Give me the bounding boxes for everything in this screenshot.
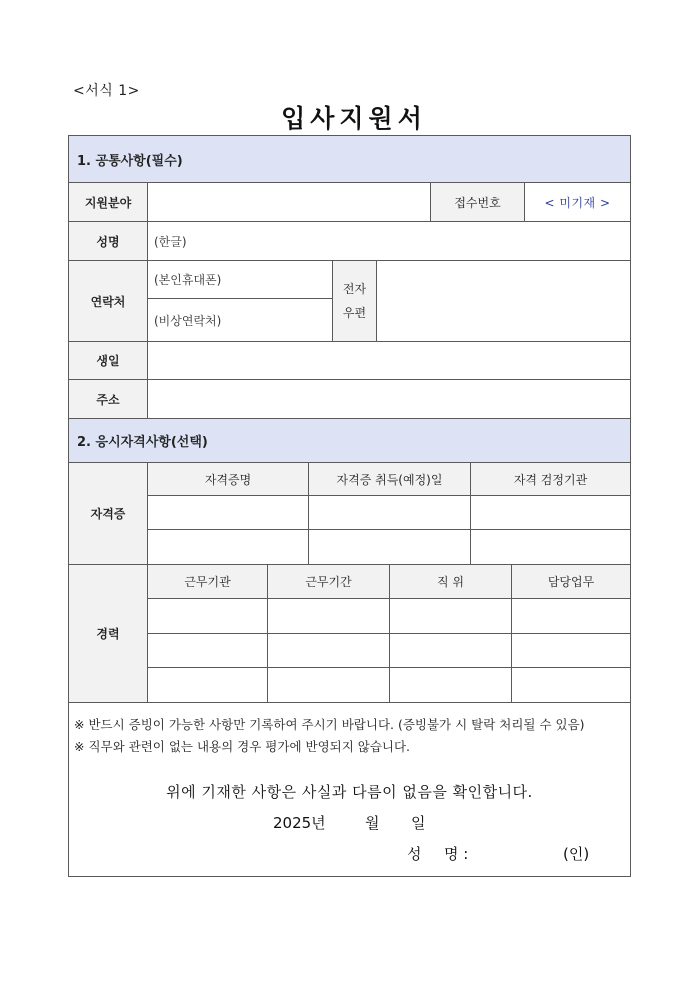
sign-label-1: 성 (407, 845, 422, 863)
career-row2-duty[interactable] (512, 634, 630, 668)
application-form-table (68, 135, 631, 877)
cert-row1-agency[interactable] (471, 496, 630, 530)
name-label: 성명 (69, 222, 148, 261)
birth-input[interactable] (148, 342, 630, 380)
cert-row2-agency[interactable] (471, 530, 630, 565)
form-number-label: <서식 1> (73, 83, 140, 99)
cert-row1-name[interactable] (148, 496, 309, 530)
email-input[interactable] (377, 261, 630, 342)
career-label: 경력 (69, 565, 148, 703)
address-input[interactable] (148, 380, 630, 419)
section2-header: 2. 응시자격사항(선택) (69, 419, 630, 463)
career-row1-period[interactable] (268, 599, 390, 634)
email-label-line1: 전자 (342, 282, 367, 296)
name-input[interactable]: (한글) (148, 222, 630, 261)
document-title: 입사지원서 (281, 104, 427, 133)
confirmation-statement: 위에 기재한 사항은 사실과 다름이 없음을 확인합니다. (166, 783, 533, 801)
date-day-label: 일 (411, 814, 426, 832)
career-row3-duty[interactable] (512, 668, 630, 703)
field-input[interactable] (148, 183, 431, 222)
sign-label-2: 명 : (444, 845, 469, 863)
cert-row1-date[interactable] (309, 496, 471, 530)
receipt-number-label: 접수번호 (431, 183, 525, 222)
cert-row2-name[interactable] (148, 530, 309, 565)
section1-header: 1. 공통사항(필수) (69, 136, 630, 183)
career-col-position: 직 위 (390, 565, 512, 599)
career-row3-position[interactable] (390, 668, 512, 703)
cert-col-date: 자격증 취득(예정)일 (309, 463, 471, 496)
career-row1-position[interactable] (390, 599, 512, 634)
seal-label: (인) (563, 845, 590, 863)
email-label-line2: 우편 (342, 306, 367, 320)
career-col-duty: 담당업무 (512, 565, 630, 599)
career-row2-position[interactable] (390, 634, 512, 668)
birth-label: 생일 (69, 342, 148, 380)
cert-col-agency: 자격 검정기관 (471, 463, 630, 496)
career-row1-org[interactable] (148, 599, 268, 634)
date-year: 2025년 (273, 814, 326, 832)
note-relevance: ※ 직무와 관련이 없는 내용의 경우 평가에 반영되지 않습니다. (74, 739, 411, 754)
note-evidence: ※ 반드시 증빙이 가능한 사항만 기록하여 주시기 바랍니다. (증빙불가 시 탈락 처리될 수 있음) (74, 717, 585, 732)
career-col-org: 근무기관 (148, 565, 268, 599)
address-label: 주소 (69, 380, 148, 419)
cert-col-name: 자격증명 (148, 463, 309, 496)
career-row3-period[interactable] (268, 668, 390, 703)
receipt-number-value: < 미기재 > (525, 183, 630, 222)
career-row2-org[interactable] (148, 634, 268, 668)
email-label (333, 261, 377, 342)
certificate-label: 자격증 (69, 463, 148, 565)
emergency-contact-input[interactable]: (비상연락처) (148, 299, 333, 342)
career-row2-period[interactable] (268, 634, 390, 668)
date-month-label: 월 (365, 814, 380, 832)
field-label: 지원분야 (69, 183, 148, 222)
career-row1-duty[interactable] (512, 599, 630, 634)
contact-label: 연락처 (69, 261, 148, 342)
mobile-phone-input[interactable]: (본인휴대폰) (148, 261, 333, 299)
cert-row2-date[interactable] (309, 530, 471, 565)
career-row3-org[interactable] (148, 668, 268, 703)
career-col-period: 근무기간 (268, 565, 390, 599)
notes (74, 714, 585, 758)
